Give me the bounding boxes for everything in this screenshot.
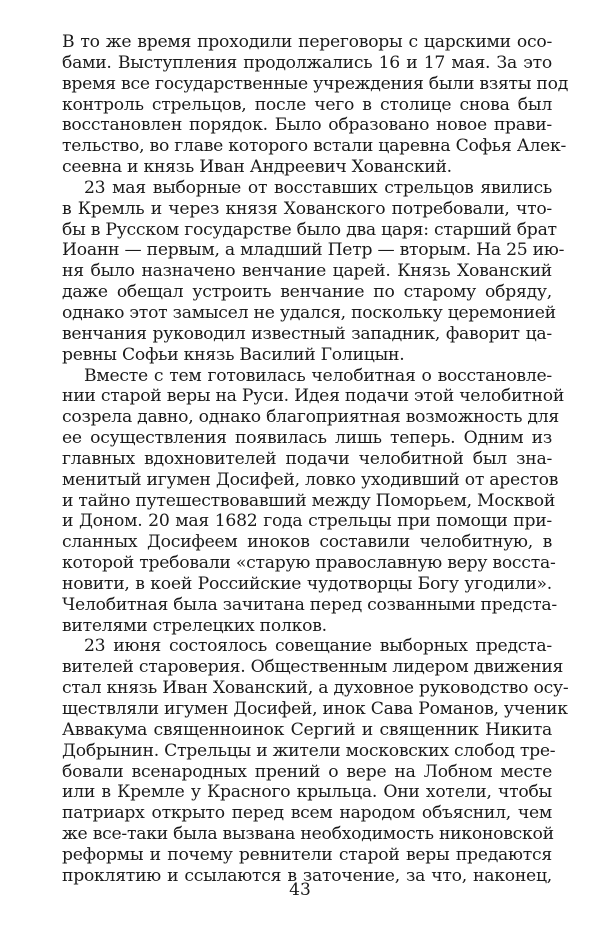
text-line: патриарх открыто перед всем народом объяснил, чем bbox=[62, 803, 552, 824]
text-line: или в Кремле у Красного крыльца. Они хотели, чтобы bbox=[62, 782, 552, 803]
text-line: 23 мая выборные от восставших стрельцов явились bbox=[84, 177, 552, 198]
text-line: бами. Выступления продолжались 16 и 17 мая. За это bbox=[62, 52, 552, 73]
text-line: Иоанн — первым, а младший Петр — вторым. На 25 ию- bbox=[62, 240, 565, 261]
text-line: венчания руководил известный западник, фаворит ца- bbox=[62, 323, 552, 344]
text-line: Вместе с тем готовилась челобитная о восстановле- bbox=[84, 365, 552, 386]
text-line: проклятию и ссылаются в заточение, за что, наконец, bbox=[62, 865, 552, 886]
page-body bbox=[62, 32, 569, 887]
text-line: ее осуществления появилась лишь теперь. Одним из bbox=[62, 428, 552, 449]
paragraph-4 bbox=[62, 636, 569, 886]
text-line: созрела давно, однако благоприятная возможность для bbox=[62, 407, 559, 428]
paragraph-3 bbox=[62, 365, 565, 637]
text-line: бы в Русском государстве было два царя: старший брат bbox=[62, 219, 557, 240]
text-line: даже обещал устроить венчание по старому обряду, bbox=[62, 282, 552, 303]
text-line: вителями стрелецких полков. bbox=[62, 615, 327, 636]
text-line: однако этот замысел не удался, поскольку церемонией bbox=[62, 302, 556, 323]
text-line: Добрынин. Стрельцы и жители московских слобод тре- bbox=[62, 740, 556, 761]
text-line: В то же время проходили переговоры с царскими осо- bbox=[62, 32, 552, 52]
text-line: которой требовали «старую православную веру восста- bbox=[62, 553, 556, 574]
text-line: контроль стрельцов, после чего в столице снова был bbox=[62, 94, 552, 115]
paragraph-2 bbox=[62, 177, 565, 366]
text-line: Челобитная была зачитана перед созванными предста- bbox=[62, 594, 557, 615]
text-line: сланных Досифеем иноков составили челобитную, в bbox=[62, 532, 552, 553]
text-line: и Доном. 20 мая 1682 года стрельцы при помощи при- bbox=[62, 511, 552, 532]
text-line: тельство, во главе которого встали царевна Софья Алек- bbox=[62, 136, 567, 157]
text-line: ществляли игумен Досифей, инок Сава Романов, ученик bbox=[62, 699, 568, 719]
paragraph-1 bbox=[62, 32, 569, 178]
text-line: время все государственные учреждения были взяты под bbox=[62, 73, 569, 94]
text-line: же все-таки была вызвана необходимость никоновской bbox=[62, 824, 554, 845]
text-line: стал князь Иван Хованский, а духовное руководство осу- bbox=[62, 678, 569, 699]
text-line: бовали всенародных прений о вере на Лобном месте bbox=[62, 761, 552, 782]
page-number: 43 bbox=[289, 880, 311, 900]
text-line: и тайно путешествовавший между Поморьем, Москвой bbox=[62, 490, 556, 511]
text-line: восстановлен порядок. Было образовано новое прави- bbox=[62, 115, 552, 136]
text-line: нии старой веры на Руси. Идея подачи этой челобитной bbox=[62, 386, 565, 407]
text-line: ня было назначено венчание царей. Князь Хованский bbox=[62, 261, 552, 282]
text-line: новити, в коей Российские чудотворцы Богу угодили». bbox=[62, 573, 552, 594]
text-line: Аввакума священноинок Сергий и священник Никита bbox=[62, 719, 552, 740]
text-line: вителей староверия. Общественным лидером движения bbox=[62, 657, 564, 678]
text-line: в Кремль и через князя Хованского потребовали, что- bbox=[62, 198, 552, 219]
text-line: главных вдохновителей подачи челобитной был зна- bbox=[62, 448, 552, 469]
text-line: сеевна и князь Иван Андреевич Хованский. bbox=[62, 157, 452, 178]
text-line: реформы и почему ревнители старой веры предаются bbox=[62, 844, 552, 865]
text-line: 23 июня состоялось совещание выборных предста- bbox=[84, 636, 552, 657]
text-line: ревны Софьи князь Василий Голицын. bbox=[62, 344, 405, 365]
text-line: менитый игумен Досифей, ловко уходивший от арестов bbox=[62, 469, 559, 490]
